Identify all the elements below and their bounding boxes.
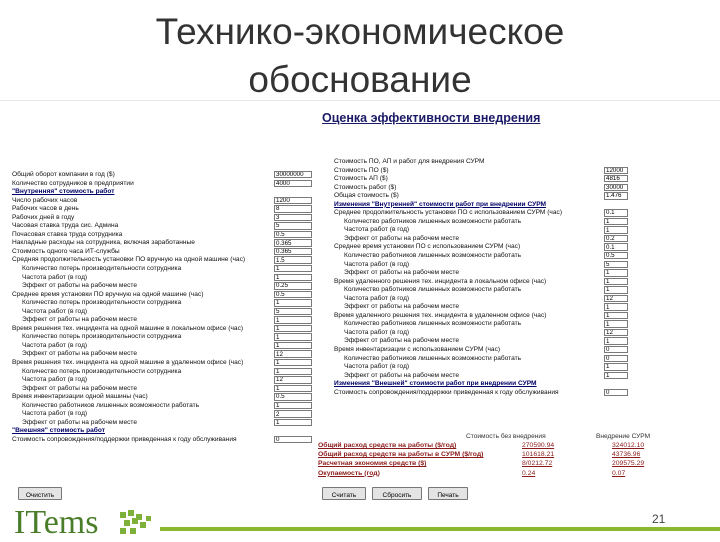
form-row <box>12 265 312 274</box>
value-input[interactable] <box>274 342 312 349</box>
result-value-with: 209575.29 <box>612 460 645 468</box>
result-label: Окупаемость (год) <box>318 469 380 477</box>
field-label: Количество потерь производительности сотрудника <box>22 367 182 375</box>
calculator-heading: Оценка эффективности внедрения <box>322 111 541 125</box>
value-input[interactable] <box>274 368 312 375</box>
value-input[interactable] <box>274 316 312 323</box>
section-header: "Внешняя" стоимость работ <box>12 427 105 435</box>
value-input[interactable] <box>604 252 628 259</box>
field-label: Частота работ (в год) <box>344 363 410 371</box>
field-label: Эффект от работы на рабочем месте <box>344 269 460 277</box>
slide-footer <box>0 504 720 541</box>
field-label: Рабочих часов в день <box>12 205 79 213</box>
field-label: Частота работ (в год) <box>22 341 88 349</box>
form-row <box>12 231 312 240</box>
form-row <box>334 158 628 167</box>
form-row <box>12 282 312 291</box>
value-input[interactable] <box>274 274 312 281</box>
form-row <box>12 205 312 214</box>
value-input[interactable] <box>274 436 312 443</box>
form-row <box>12 171 312 180</box>
section-header: Изменения "Внутренней" стоимости работ при внедрении СУРМ <box>334 200 547 208</box>
value-input[interactable] <box>604 320 628 327</box>
form-row <box>334 303 628 312</box>
result-label: Общий расход средств на работы в СУРМ ($/год) <box>318 451 484 459</box>
form-row <box>12 402 312 411</box>
value-input[interactable] <box>604 363 628 370</box>
field-label: Частота работ (в год) <box>22 307 88 315</box>
value-input[interactable] <box>604 167 628 174</box>
form-row <box>12 436 312 445</box>
form-row <box>334 175 628 184</box>
field-label: Время решения тех. инцидента на одной машине в локальном офисе (час) <box>12 324 244 332</box>
form-row <box>334 252 628 261</box>
result-value-with: 324012.10 <box>612 442 645 449</box>
form-row <box>334 269 628 278</box>
field-label: Накладные расходы на сотрудника, включая заработанные <box>12 239 195 247</box>
result-value-without: 8/0212.72 <box>522 460 553 468</box>
form-row <box>12 291 312 300</box>
form-row <box>334 218 628 227</box>
form-row <box>334 226 628 235</box>
value-input[interactable] <box>274 410 312 417</box>
form-row <box>12 419 312 428</box>
calculator-screenshot <box>0 100 720 513</box>
field-label: Количество потерь производительности сотрудника <box>22 333 182 341</box>
value-input[interactable] <box>274 393 312 400</box>
form-row <box>12 188 312 197</box>
value-input[interactable] <box>274 376 312 383</box>
form-row <box>12 316 312 325</box>
field-label: Частота работ (в год) <box>344 260 410 268</box>
field-label: Эффект от работы на рабочем месте <box>22 418 138 426</box>
result-value-with: 0.07 <box>612 469 626 477</box>
value-input[interactable] <box>274 325 312 332</box>
form-row <box>12 333 312 342</box>
form-row <box>334 355 628 364</box>
result-label: Общий расход средств на работы ($/год) <box>318 442 457 449</box>
field-label: Количество потерь производительности сотрудника <box>22 299 182 307</box>
field-label: Эффект от работы на рабочем месте <box>22 282 138 290</box>
field-label: Стоимость ПО ($) <box>334 166 389 174</box>
form-row <box>12 180 312 189</box>
section-header: Изменения "Внешней" стоимости работ при внедрении СУРМ <box>334 380 537 388</box>
form-row <box>334 329 628 338</box>
slide-title-line-1: Технико-экономическое <box>155 11 565 52</box>
form-row <box>12 427 312 436</box>
form-row <box>334 346 628 355</box>
field-label: Эффект от работы на рабочем месте <box>22 384 138 392</box>
value-input[interactable] <box>604 286 628 293</box>
form-row <box>12 342 312 351</box>
value-input[interactable] <box>604 192 628 199</box>
form-row <box>12 325 312 334</box>
field-label: Среднее время установки ПО с использованием СУРМ (час) <box>334 243 521 251</box>
form-row <box>334 209 628 218</box>
field-label: Количество работников лишенных возможности работать <box>344 354 522 362</box>
field-label: Эффект от работы на рабочем месте <box>22 316 138 324</box>
value-input[interactable] <box>604 337 628 344</box>
field-label: Время решения тех. инцидента на одной машине в удаленном офисе (час) <box>12 359 244 367</box>
value-input[interactable] <box>274 239 312 246</box>
value-input[interactable] <box>604 235 628 242</box>
slide-title-line-2: обоснование <box>248 59 472 100</box>
form-row <box>12 385 312 394</box>
value-input[interactable] <box>274 197 312 204</box>
form-row <box>334 167 628 176</box>
field-label: Эффект от работы на рабочем месте <box>344 371 460 379</box>
value-input[interactable] <box>604 389 628 396</box>
field-label: Количество работников лишенных возможности работать <box>22 401 200 409</box>
field-label: Рабочих дней в году <box>12 213 75 221</box>
section-header: "Внутренняя" стоимость работ <box>12 188 115 196</box>
field-label: Стоимость АП ($) <box>334 175 388 183</box>
field-label: Время удаленного решения тех. инцидента в удаленном офисе (час) <box>334 311 547 319</box>
value-input[interactable] <box>604 372 628 379</box>
field-label: Стоимость одного часа ИТ-службы <box>12 247 120 255</box>
form-row <box>12 299 312 308</box>
form-row <box>12 393 312 402</box>
field-label: Общая стоимость ($) <box>334 192 399 200</box>
system-costs-column <box>334 158 628 397</box>
value-input[interactable] <box>604 218 628 225</box>
value-input[interactable] <box>604 226 628 233</box>
value-input[interactable] <box>274 231 312 238</box>
field-label: Количество работников лишенных возможности работать <box>344 286 522 294</box>
form-row <box>334 389 628 398</box>
form-row <box>334 372 628 381</box>
field-label: Частота работ (в год) <box>22 273 88 281</box>
field-label: Количество потерь производительности сотрудника <box>22 265 182 273</box>
field-label: Частота работ (в год) <box>344 328 410 336</box>
value-input[interactable] <box>604 329 628 336</box>
print-button[interactable]: Печать <box>428 487 468 500</box>
form-row <box>334 184 628 193</box>
value-input[interactable] <box>274 265 312 272</box>
field-label: Часовая ставка труда сис. Админа <box>12 222 119 230</box>
form-row <box>334 380 628 389</box>
form-row <box>12 239 312 248</box>
page-number: 21 <box>652 512 666 526</box>
value-input[interactable] <box>274 350 312 357</box>
form-row <box>334 192 628 201</box>
value-input[interactable] <box>274 171 312 178</box>
result-value-without: 270590.94 <box>522 442 555 449</box>
field-label: Время инвентаризации с использованием СУРМ (час) <box>334 346 501 354</box>
form-row <box>12 222 312 231</box>
value-input[interactable] <box>604 175 628 182</box>
company-logo: ITems <box>14 504 99 541</box>
slide-title <box>0 8 720 104</box>
form-row <box>12 359 312 368</box>
result-label: Расчетная экономия средств ($) <box>318 460 427 468</box>
field-label: Количество работников лишенных возможности работать <box>344 217 522 225</box>
field-label: Количество работников лишенных возможности работать <box>344 320 522 328</box>
form-row <box>12 410 312 419</box>
form-row <box>334 363 628 372</box>
field-label: Количество сотрудников в предприятии <box>12 179 134 187</box>
value-input[interactable] <box>274 402 312 409</box>
value-input[interactable] <box>604 295 628 302</box>
result-value-without: 101618.21 <box>522 451 555 459</box>
form-row <box>334 320 628 329</box>
value-input[interactable] <box>274 180 312 187</box>
value-input[interactable] <box>604 243 628 250</box>
form-row <box>334 235 628 244</box>
value-input[interactable] <box>274 299 312 306</box>
field-label: Количество работников лишенных возможности работать <box>344 252 522 260</box>
field-label: Число рабочих часов <box>12 196 78 204</box>
value-input[interactable] <box>604 303 628 310</box>
field-label: Стоимость сопровождения/поддержки приведенная к году обслуживания <box>334 388 559 396</box>
results-header-without: Стоимость без внедрения <box>466 433 546 440</box>
field-label: Общий оборот компании в год ($) <box>12 171 115 178</box>
value-input[interactable] <box>604 346 628 353</box>
value-input[interactable] <box>274 248 312 255</box>
value-input[interactable] <box>604 184 628 191</box>
field-label: Частота работ (в год) <box>344 226 410 234</box>
value-input[interactable] <box>274 291 312 298</box>
field-label: Стоимость работ ($) <box>334 183 397 191</box>
form-row <box>334 278 628 287</box>
form-row <box>334 261 628 270</box>
form-row <box>12 376 312 385</box>
logo-grid-icon <box>118 508 158 540</box>
value-input[interactable] <box>274 359 312 366</box>
field-label: Эффект от работы на рабочем месте <box>344 234 460 242</box>
value-input[interactable] <box>274 333 312 340</box>
field-label: Стоимость сопровождения/поддержки приведенная к году обслуживания <box>12 435 237 443</box>
form-row <box>12 274 312 283</box>
form-row <box>12 248 312 257</box>
result-value-with: 43736.96 <box>612 451 641 459</box>
value-input[interactable] <box>274 205 312 212</box>
field-label: Эффект от работы на рабочем месте <box>22 350 138 358</box>
field-label: Эффект от работы на рабочем месте <box>344 303 460 311</box>
form-row <box>334 337 628 346</box>
field-label: Эффект от работы на рабочем месте <box>344 337 460 345</box>
value-input[interactable] <box>604 261 628 268</box>
footer-green-bar <box>160 527 720 531</box>
form-row <box>12 368 312 377</box>
field-label: Среднее время установки ПО вручную на одной машине (час) <box>12 290 204 298</box>
value-input[interactable] <box>274 256 312 263</box>
field-label: Частота работ (в год) <box>22 376 88 384</box>
value-input[interactable] <box>274 282 312 289</box>
field-label: Частота работ (в год) <box>344 294 410 302</box>
value-input[interactable] <box>604 355 628 362</box>
form-row <box>334 201 628 210</box>
field-label: Частота работ (в год) <box>22 410 88 418</box>
value-input[interactable] <box>274 308 312 315</box>
form-row <box>12 197 312 206</box>
field-label: Почасовая ставка труда сотрудника <box>12 230 123 238</box>
result-value-without: 0.24 <box>522 469 536 477</box>
form-row <box>334 295 628 304</box>
form-row <box>12 350 312 359</box>
value-input[interactable] <box>604 278 628 285</box>
form-row <box>334 243 628 252</box>
reset-button[interactable]: Сбросить <box>372 487 422 500</box>
form-row <box>12 256 312 265</box>
field-label: Время инвентаризации одной машины (час) <box>12 393 148 401</box>
form-row <box>334 312 628 321</box>
value-input[interactable] <box>604 209 628 216</box>
field-label: Время удаленного решения тех. инцидента в локальном офисе (час) <box>334 277 547 285</box>
form-row <box>12 214 312 223</box>
value-input[interactable] <box>604 269 628 276</box>
internal-costs-column <box>12 171 312 445</box>
value-input[interactable] <box>604 312 628 319</box>
field-label: Средняя продолжительность установки ПО вручную на одной машине (час) <box>12 256 246 264</box>
form-row <box>12 308 312 317</box>
field-label: Среднее продолжительность установки ПО с использованием СУРМ (час) <box>334 209 563 217</box>
form-row <box>334 286 628 295</box>
value-input[interactable] <box>274 419 312 426</box>
value-input[interactable] <box>274 385 312 392</box>
value-input[interactable] <box>274 214 312 221</box>
field-label: Стоимость ПО, АП и работ для внедрения СУРМ <box>334 158 485 165</box>
calculate-button[interactable]: Считать <box>322 487 366 500</box>
results-header-with: Внедрение СУРМ <box>596 433 651 440</box>
value-input[interactable] <box>274 222 312 229</box>
clear-button[interactable]: Очистить <box>18 487 62 500</box>
